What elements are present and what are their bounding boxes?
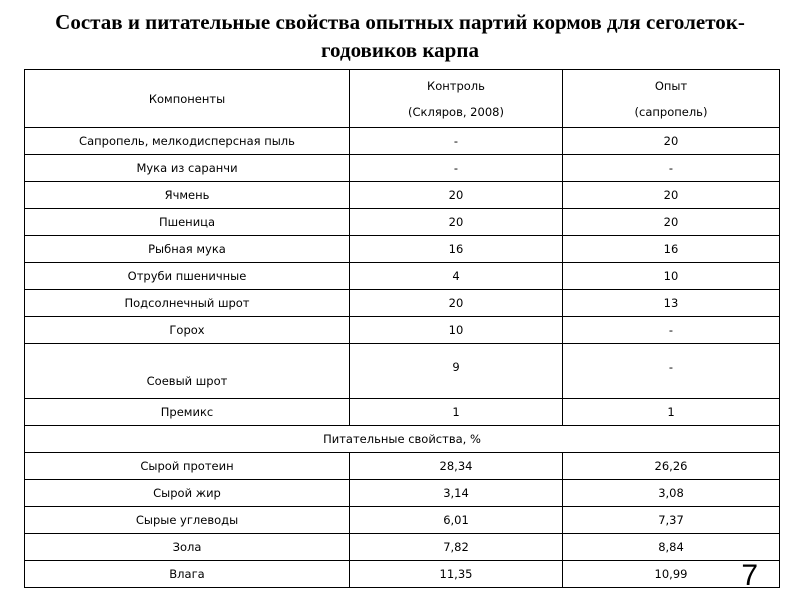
row-control: 9 [350,344,563,399]
row-experiment: - [563,317,780,344]
table-row [25,561,780,588]
row-name: Рыбная мука [25,236,350,263]
page-title-line-1: Состав и питательные свойства опытных партий кормов для сеголеток- [55,10,745,34]
row-experiment: 10 [563,263,780,290]
row-control: 20 [350,209,563,236]
header-experiment-source: (сапропель) [634,104,708,119]
row-control: 7,82 [350,534,563,561]
table-row [25,128,780,155]
row-experiment: 20 [563,182,780,209]
row-experiment: 8,84 [563,534,780,561]
table-row [25,399,780,426]
page-title-line-2: годовиков карпа [321,38,479,62]
header-components: Компоненты [25,70,350,128]
row-name: Отруби пшеничные [25,263,350,290]
row-name: Ячмень [25,182,350,209]
row-experiment: - [563,155,780,182]
feed-composition-table [24,69,780,588]
row-control: 28,34 [350,453,563,480]
row-name: Соевый шрот [25,344,350,399]
table-row [25,236,780,263]
row-control: 3,14 [350,480,563,507]
header-experiment [563,70,780,128]
page-number: 7 [741,559,758,592]
header-control [350,70,563,128]
header-control-source: (Скляров, 2008) [408,104,504,119]
row-name: Сапропель, мелкодисперсная пыль [25,128,350,155]
section-label: Питательные свойства, % [25,426,780,453]
row-control: 6,01 [350,507,563,534]
row-experiment: - [563,344,780,399]
row-name: Сырые углеводы [25,507,350,534]
row-control: 1 [350,399,563,426]
row-name: Сырой протеин [25,453,350,480]
row-control: 10 [350,317,563,344]
row-control: - [350,128,563,155]
row-control: 20 [350,290,563,317]
row-experiment: 7,37 [563,507,780,534]
row-name: Зола [25,534,350,561]
row-control: 4 [350,263,563,290]
table-row [25,155,780,182]
row-experiment: 13 [563,290,780,317]
table-header-row [25,70,780,128]
table-row [25,344,780,399]
row-name: Мука из саранчи [25,155,350,182]
header-control-label: Контроль [427,78,485,93]
table-row [25,480,780,507]
page-title [0,8,800,64]
table-row [25,182,780,209]
table-row [25,317,780,344]
table-row [25,290,780,317]
row-experiment: 16 [563,236,780,263]
row-control: - [350,155,563,182]
row-name: Сырой жир [25,480,350,507]
row-name: Пшеница [25,209,350,236]
row-experiment: 3,08 [563,480,780,507]
row-experiment: 26,26 [563,453,780,480]
table-row [25,507,780,534]
row-experiment: 20 [563,209,780,236]
header-experiment-label: Опыт [654,78,688,93]
row-experiment: 1 [563,399,780,426]
table-row [25,534,780,561]
table-row [25,263,780,290]
row-name: Премикс [25,399,350,426]
table-row [25,209,780,236]
row-name: Подсолнечный шрот [25,290,350,317]
row-name: Горох [25,317,350,344]
row-control: 20 [350,182,563,209]
row-name: Влага [25,561,350,588]
row-control: 11,35 [350,561,563,588]
section-row [25,426,780,453]
row-experiment: 20 [563,128,780,155]
row-control: 16 [350,236,563,263]
row-experiment: 10,99 [563,561,780,588]
table-row [25,453,780,480]
